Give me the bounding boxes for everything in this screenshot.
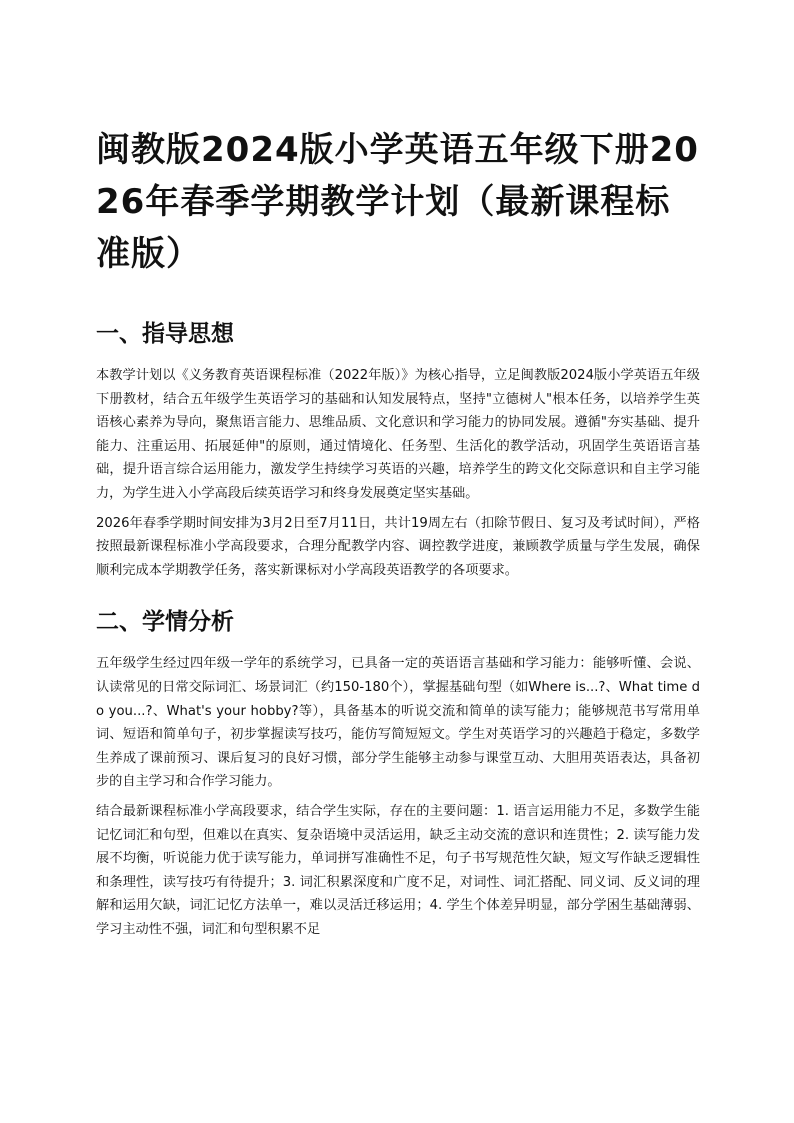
section-student-analysis bbox=[96, 606, 700, 941]
document-page bbox=[96, 124, 700, 947]
section-guiding-ideology bbox=[96, 318, 700, 582]
section-heading: 二、学情分析 bbox=[96, 609, 234, 636]
paragraph: 本教学计划以《义务教育英语课程标准（2022年版）》为核心指导，立足闽教版2024版小学英语五年级下册教材，结合五年级学生英语学习的基础和认知发展特点，坚持"立德树人"根本任务，以培养学生英语核心素养为导向，聚焦语言能力、思维品质、文化意识和学习能力的协同发展。遵循"夯实基础、提升能力、注重运用、拓展延伸"的原则，通过情境化、任务型、生活化的教学活动，巩固学生英语语言基础，提升语言综合运用能力，激发学生持续学习英语的兴趣，培养学生的跨文化交际意识和自主学习能力，为学生进入小学高段后续英语学习和终身发展奠定坚实基础。 bbox=[96, 368, 700, 501]
paragraph: 结合最新课程标准小学高段要求，结合学生实际，存在的主要问题：1. 语言运用能力不足，多数学生能记忆词汇和句型，但难以在真实、复杂语境中灵活运用，缺乏主动交流的意识和连贯性；2. 读写能力发展不均衡，听说能力优于读写能力，单词拼写准确性不足，句子书写规范性欠缺，短文写作缺乏逻辑性和条理性，读写技巧有待提升；3. 词汇积累深度和广度不足，对词性、词汇搭配、同义词、反义词的理解和运用欠缺，词汇记忆方法单一，难以灵活迁移运用；4. 学生个体差异明显，部分学困生基础薄弱、学习主动性不强，词汇和句型积累不足 bbox=[96, 803, 700, 937]
paragraph: 2026年春季学期时间安排为3月2日至7月11日，共计19周左右（扣除节假日、复习及考试时间），严格按照最新课程标准小学高段要求，合理分配教学内容、调控教学进度，兼顾教学质量与学生发展，确保顺利完成本学期教学任务，落实新课标对小学高段英语教学的各项要求。 bbox=[96, 515, 700, 578]
section-heading: 一、指导思想 bbox=[96, 321, 234, 347]
document-title: 闽教版2024版小学英语五年级下册2026年春季学期教学计划（最新课程标准版） bbox=[96, 130, 699, 274]
paragraph: 五年级学生经过四年级一学年的系统学习，已具备一定的英语语言基础和学习能力：能够听懂、会说、认读常见的日常交际词汇、场景词汇（约150-180个），掌握基础句型（如Where is...?、What time do you...?、What's your hobby?等），具备基本的听说交流和简单的读写能力；能够规范书写常用单词、短语和简单句子，初步掌握读写技巧，能仿写简短短文。学生对英语学习的兴趣趋于稳定，多数学生养成了课前预习、课后复习的良好习惯，部分学生能够主动参与课堂互动、大胆用英语表达，具备初步的自主学习和合作学习能力。 bbox=[96, 656, 700, 790]
